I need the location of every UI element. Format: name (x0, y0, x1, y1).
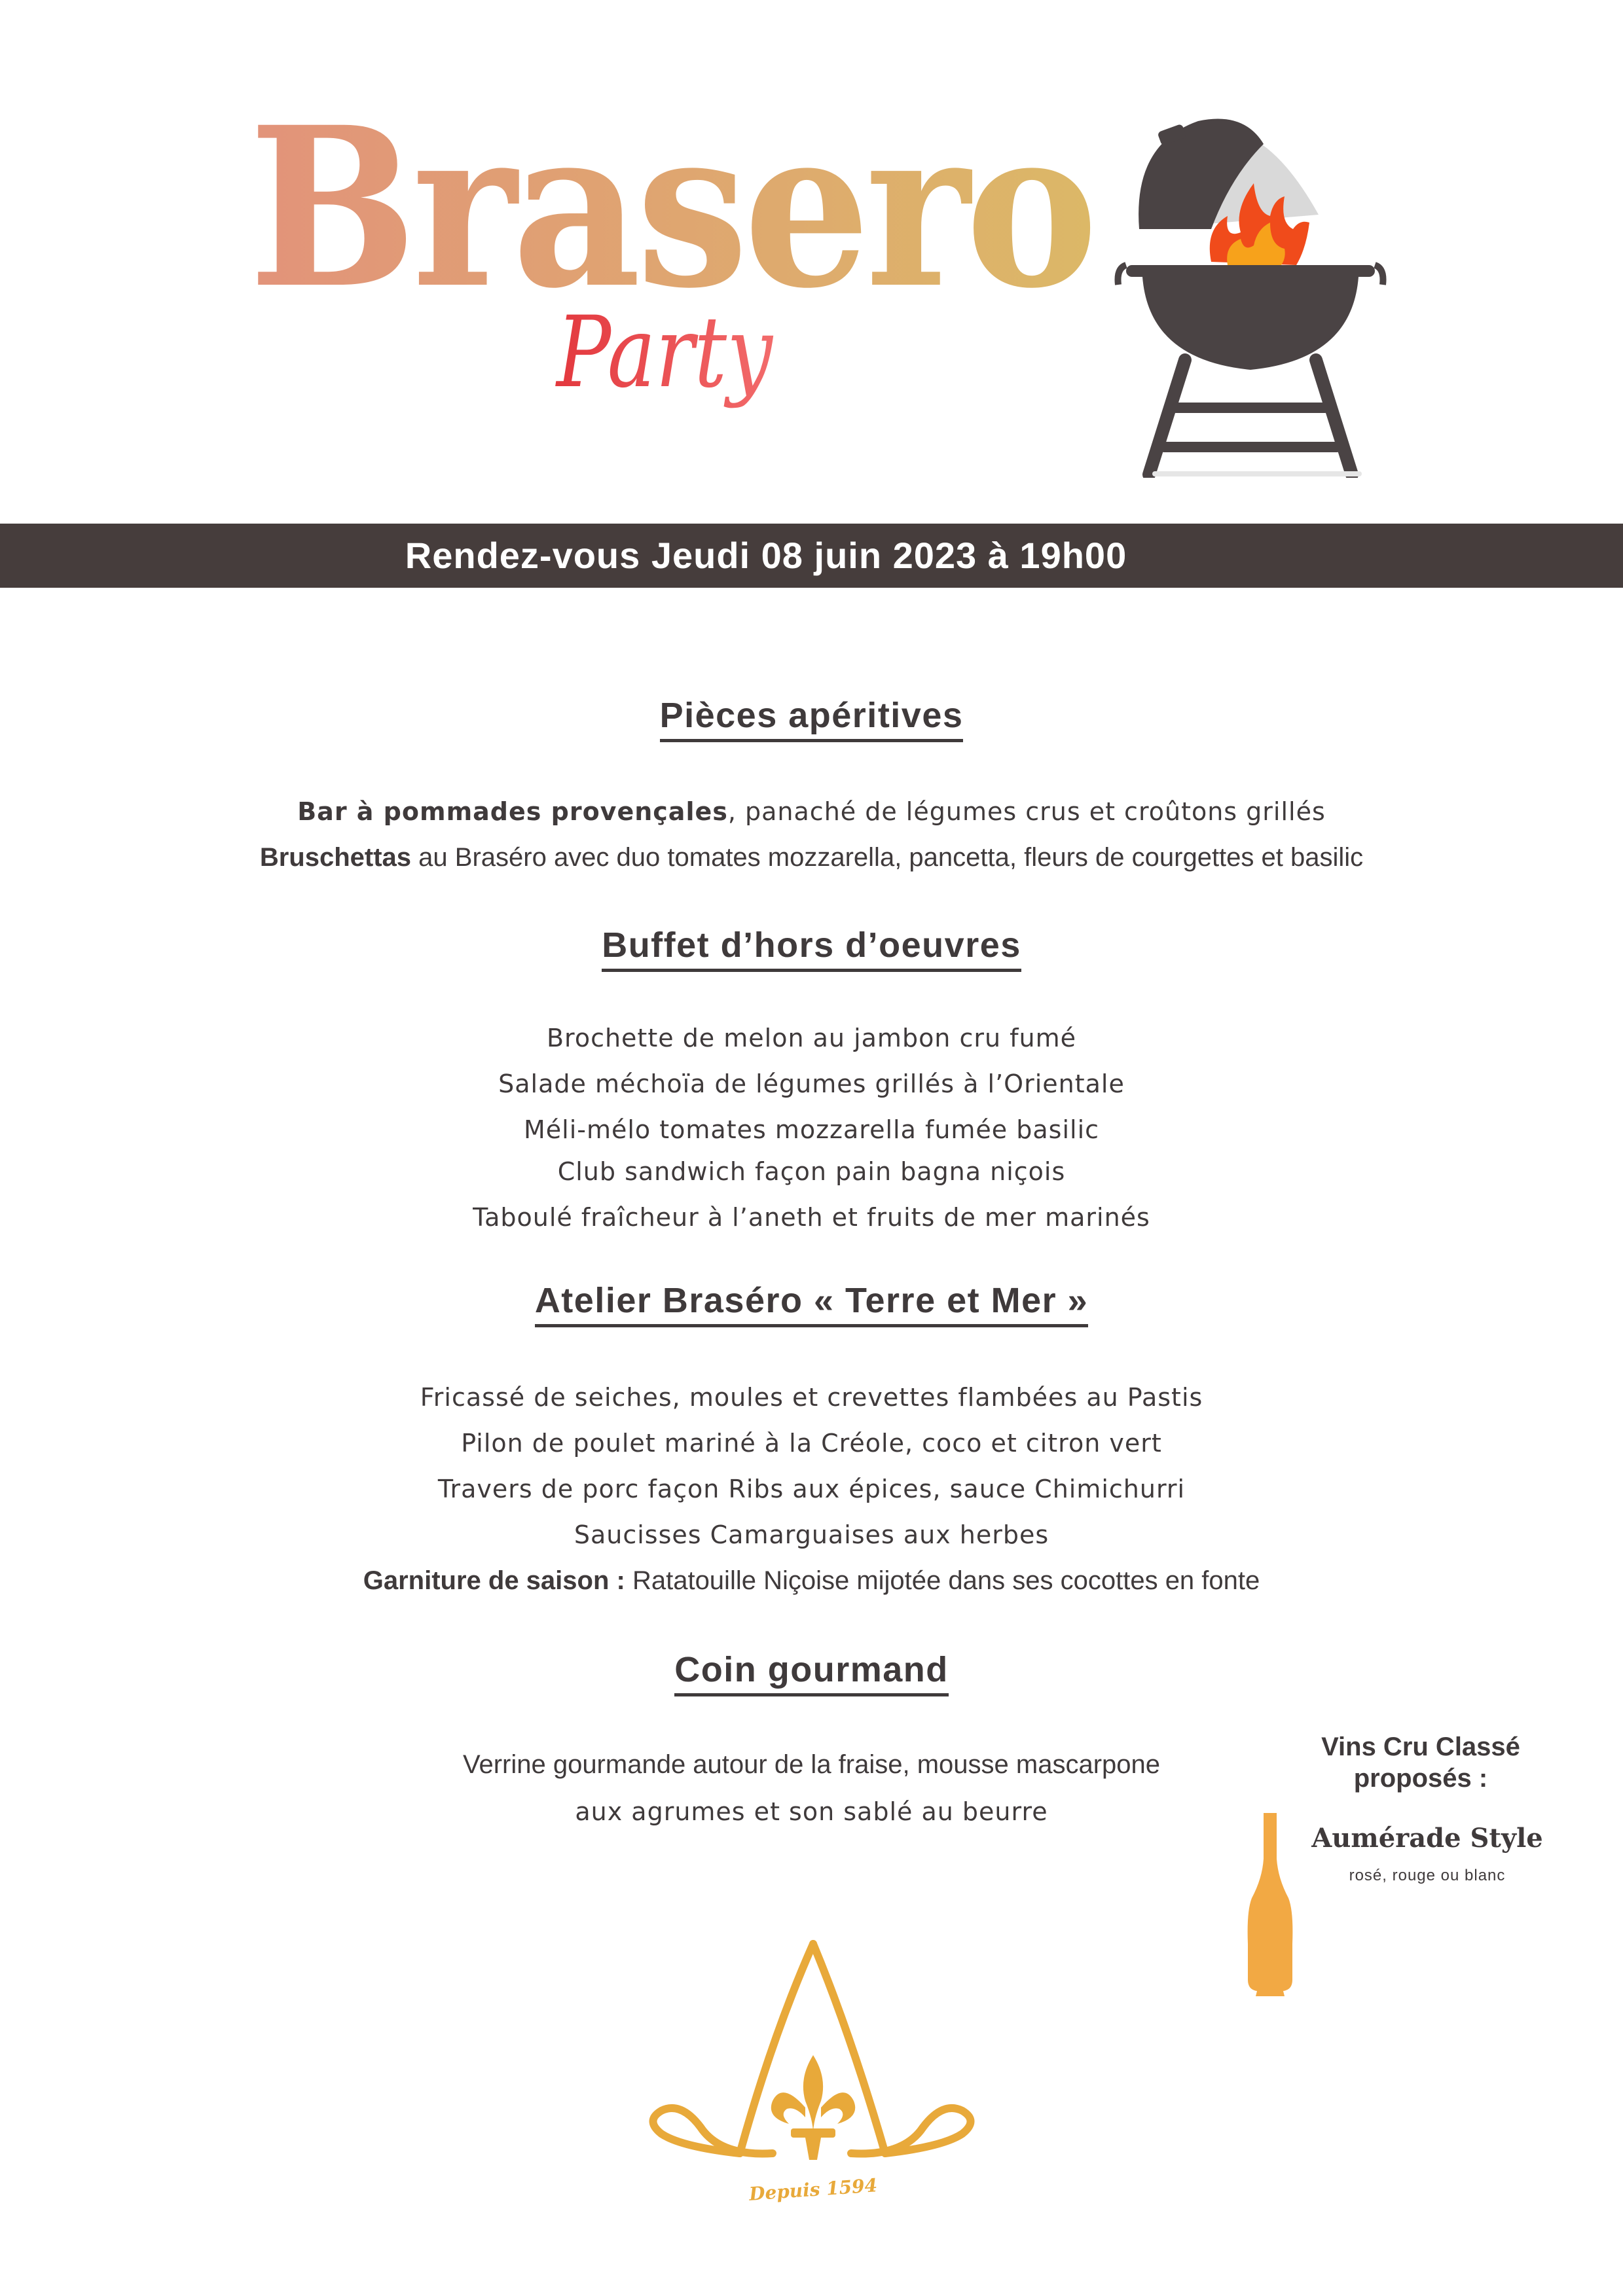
party-subtitle-text: Party (555, 296, 774, 410)
buffet-heading-text: Buffet d’hors d’oeuvres (602, 926, 1021, 972)
menu-line-bold: Bar à pommades provençales (297, 797, 728, 826)
brasero-title (249, 88, 1100, 298)
atelier-heading-text: Atelier Braséro « Terre et Mer » (535, 1282, 1088, 1327)
menu-line: Brochette de melon au jambon cru fumé (546, 1024, 1077, 1052)
menu-line: aux agrumes et son sablé au beurre (575, 1797, 1048, 1826)
wine-bottle-icon (1244, 1813, 1296, 1996)
menu-line-bold: Bruschettas (259, 843, 412, 872)
garniture-label: Garniture de saison : (363, 1566, 625, 1595)
party-subtitle (550, 288, 786, 439)
menu-line (0, 843, 1623, 872)
fleur-de-lis-emblem-icon (642, 1937, 982, 2212)
menu-line: Salade méchoïa de légumes grillés à l’Orientale (498, 1069, 1125, 1098)
garniture-text: Ratatouille Niçoise mijotée dans ses cocottes en fonte (625, 1566, 1260, 1595)
menu-line-garniture (0, 1566, 1623, 1596)
wine-subtitle: rosé, rouge ou blanc (1349, 1867, 1506, 1884)
aperitif-heading-text: Pièces apéritives (660, 696, 964, 742)
menu-line: Méli-mélo tomates mozzarella fumée basilic (523, 1115, 1100, 1144)
section-heading-gourmand (0, 1649, 1623, 1696)
wine-title (1283, 1731, 1558, 1794)
logo-motto: Depuis 1594 (748, 2174, 879, 2205)
menu-line-text: au Braséro avec duo tomates mozzarella, pancetta, fleurs de courgettes et basilic (411, 843, 1364, 872)
menu-line: Fricassé de seiches, moules et crevettes flambées au Pastis (420, 1383, 1203, 1412)
menu-line: Saucisses Camarguaises aux herbes (574, 1520, 1049, 1549)
section-heading-buffet (0, 925, 1623, 972)
menu-line: Club sandwich façon pain bagna niçois (557, 1157, 1066, 1186)
barbecue-grill-icon (1113, 98, 1388, 478)
menu-line: Pilon de poulet mariné à la Créole, coco et citron vert (461, 1429, 1162, 1458)
gourmand-heading-text: Coin gourmand (674, 1651, 948, 1696)
section-heading-atelier (0, 1280, 1623, 1327)
menu-line: Taboulé fraîcheur à l’aneth et fruits de mer marinés (473, 1203, 1150, 1232)
menu-line (0, 797, 1623, 826)
menu-line: Verrine gourmande autour de la fraise, mousse mascarpone (462, 1750, 1161, 1779)
brasero-title-text: Brasero (249, 88, 1093, 298)
section-heading-aperitif (0, 695, 1623, 742)
wine-name: Aumérade Style (1311, 1823, 1543, 1854)
menu-line-text: , panaché de légumes crus et croûtons grillés (727, 797, 1326, 826)
date-banner-text: Rendez-vous Jeudi 08 juin 2023 à 19h00 (405, 535, 1127, 576)
wine-title-line2: proposés : (1353, 1764, 1488, 1793)
wine-title-line1: Vins Cru Classé (1321, 1732, 1520, 1761)
menu-line: Travers de porc façon Ribs aux épices, sauce Chimichurri (437, 1475, 1186, 1503)
